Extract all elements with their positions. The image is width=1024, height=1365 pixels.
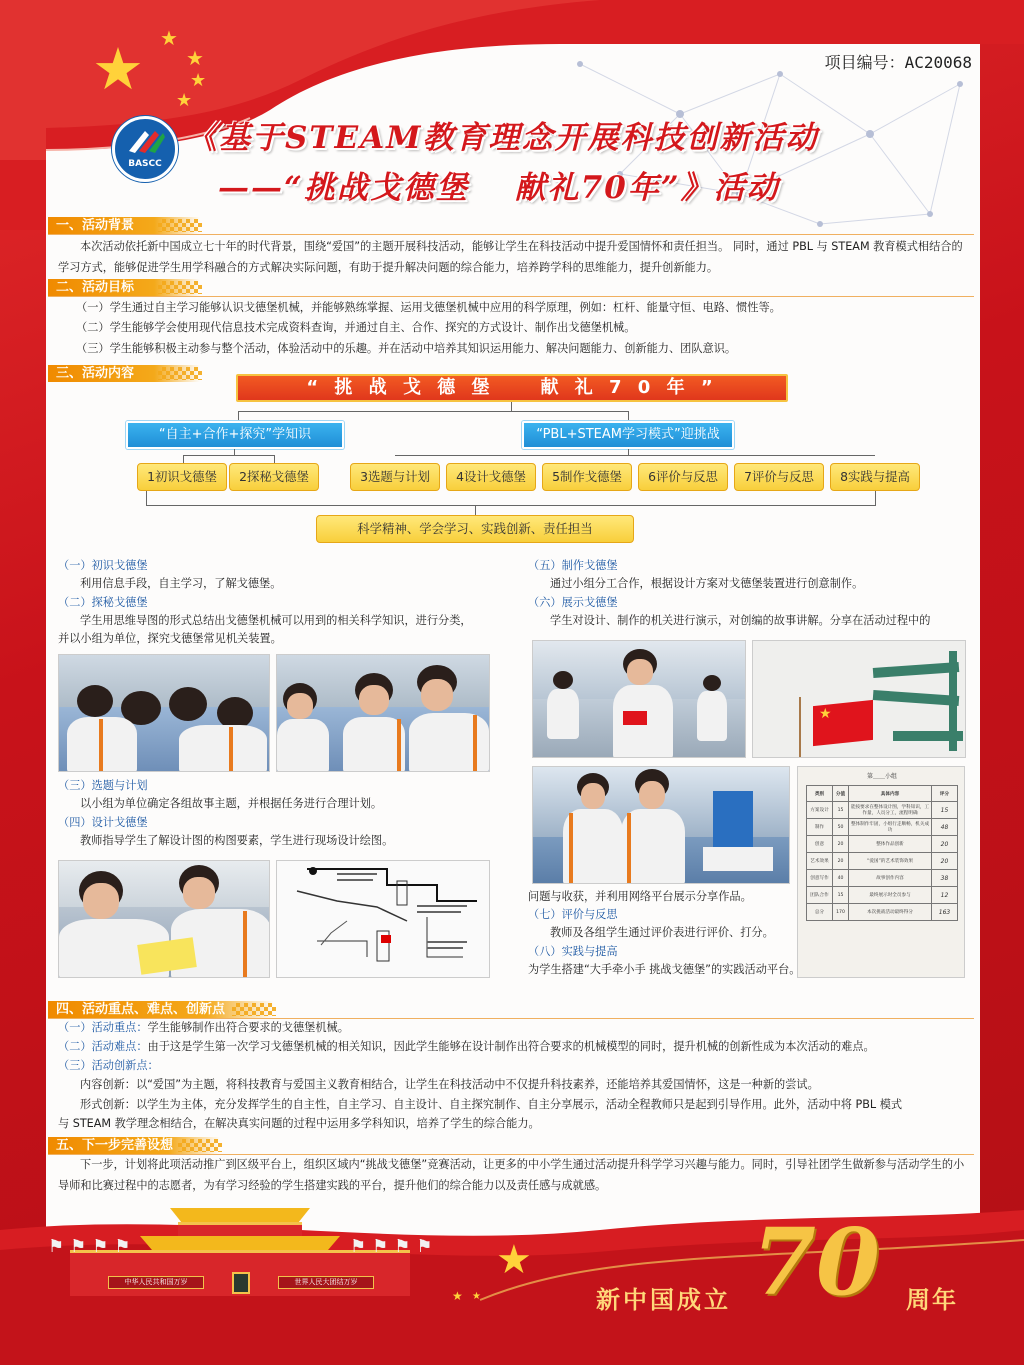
body-text: 利用信息手段，自主学习，了解戈德堡。 bbox=[80, 577, 282, 590]
body-text: 以小组为单位确定各组故事主题，并根据任务进行合理计划。 bbox=[80, 797, 383, 810]
student-figure bbox=[277, 719, 329, 772]
logo-text: BASCC bbox=[128, 159, 162, 169]
table-cell: “爱国”的艺术装饰效果 bbox=[849, 853, 932, 870]
small-star-icon: ★ bbox=[186, 46, 204, 70]
small-star-icon: ★ bbox=[452, 1289, 463, 1303]
student-figure bbox=[243, 911, 247, 978]
student-figure bbox=[229, 727, 233, 772]
flow-connector bbox=[238, 411, 239, 421]
student-figure bbox=[343, 717, 405, 772]
photo-students-exploring bbox=[58, 654, 270, 772]
flow-step-4: 4设计戈德堡 bbox=[446, 463, 536, 491]
body-text: 为学生搭建“大手牵小手 挑战戈德堡”的实践活动平台。 bbox=[528, 963, 801, 976]
section-divider bbox=[48, 1018, 974, 1019]
poster-title-line1: 《基于STEAM教育理念开展科技创新活动 bbox=[186, 120, 819, 156]
device-track bbox=[949, 651, 957, 751]
score-header: 分值 bbox=[833, 786, 849, 802]
flow-step-2: 2探秘戈德堡 bbox=[229, 463, 319, 491]
anniversary-suffix: 周年 bbox=[906, 1285, 958, 1314]
photo-goldberg-device bbox=[752, 640, 966, 758]
student-figure bbox=[697, 691, 727, 741]
table-cell: 创意写作 bbox=[807, 870, 833, 887]
photo-classroom-making bbox=[532, 640, 746, 758]
subheading-practice: （八）实践与提高 bbox=[528, 945, 618, 958]
display-board bbox=[713, 791, 753, 851]
section-heading-next-steps: 五、下一步完善设想 bbox=[48, 1137, 220, 1154]
small-star-icon: ★ bbox=[160, 26, 178, 50]
score-sheet-title: 第＿＿小组 bbox=[866, 773, 897, 780]
section-divider bbox=[48, 296, 974, 297]
flow-connector bbox=[146, 505, 876, 506]
score-header: 评分 bbox=[932, 786, 958, 802]
flag-star-icon: ★ bbox=[819, 706, 832, 722]
innovation-content: 内容创新：以“爱国”为主题，将科技教育与爱国主义教育相结合，让学生在科技活动中不仅提升科技素养，还能培养其爱国情怀，这是一种新的尝试。 bbox=[80, 1078, 819, 1091]
table-row bbox=[807, 887, 958, 904]
table-cell: 48 bbox=[932, 819, 958, 836]
difficulty-text: 由于这是学生第一次学习戈德堡机械的相关知识，因此学生能够在设计制作出符合要求的机械模型的同时，提升机械的创新性成为本次活动的难点。 bbox=[147, 1040, 875, 1053]
student-figure bbox=[627, 813, 631, 883]
student-figure bbox=[703, 675, 721, 691]
student-figure bbox=[627, 659, 653, 685]
goal-item: （一）学生通过自主学习能够认识戈德堡机械，并能够熟练掌握、运用戈德堡机械中应用的科学原理，例如：杠杆、能量守恒、电路、惯性等。 bbox=[76, 301, 781, 314]
flow-step-3: 3选题与计划 bbox=[350, 463, 440, 491]
photo-design-drawing bbox=[276, 860, 490, 978]
flag-row-icon: ⚑⚑⚑⚑ bbox=[350, 1236, 439, 1257]
table-cell: 团队合作 bbox=[807, 887, 833, 904]
table-cell: 163 bbox=[932, 904, 958, 921]
table-cell: 15 bbox=[932, 802, 958, 819]
flow-bottom-box: 科学精神、学会学习、实践创新、责任担当 bbox=[316, 515, 634, 543]
subheading-design: （四）设计戈德堡 bbox=[58, 816, 148, 829]
subheading-show: （六）展示戈德堡 bbox=[528, 596, 618, 609]
table-cell: 15 bbox=[833, 887, 849, 904]
flow-connector bbox=[475, 505, 476, 515]
table-cell: 整体作品创新 bbox=[849, 836, 932, 853]
table-cell: 170 bbox=[833, 904, 849, 921]
innovation-form-cont: 与 STEAM 教学理念相结合，在解决真实问题的过程中运用多学科知识，培养了学生的综合能力。 bbox=[58, 1117, 540, 1130]
tiananmen-icon bbox=[178, 1222, 302, 1236]
small-star-icon: ★ bbox=[190, 70, 207, 91]
portrait-icon bbox=[232, 1272, 250, 1294]
table-cell: 20 bbox=[833, 853, 849, 870]
photo-students-drawing bbox=[58, 860, 270, 978]
flow-connector bbox=[183, 455, 275, 456]
student-figure bbox=[473, 715, 477, 772]
flow-step-5: 5制作戈德堡 bbox=[542, 463, 632, 491]
section-divider bbox=[48, 234, 974, 235]
subheading-evaluate: （七）评价与反思 bbox=[528, 908, 618, 921]
flow-left-branch: “自主+合作+探究”学知识 bbox=[126, 421, 344, 449]
section-heading-content: 三、活动内容 bbox=[48, 365, 200, 382]
difficulty-row bbox=[58, 1039, 875, 1055]
score-table bbox=[806, 785, 958, 921]
flow-step-6: 6评价与反思 bbox=[638, 463, 728, 491]
table-row bbox=[807, 853, 958, 870]
student-figure bbox=[99, 719, 103, 772]
key-point-text: 学生能够制作出符合要求的戈德堡机械。 bbox=[147, 1021, 349, 1034]
table-row bbox=[807, 870, 958, 887]
flow-main-box: “ 挑 战 戈 德 堡 献 礼 7 0 年 ” bbox=[236, 374, 788, 402]
project-number: 项目编号：AC20068 bbox=[824, 53, 972, 72]
tiananmen-icon bbox=[140, 1236, 340, 1250]
table-cell: 50 bbox=[833, 819, 849, 836]
innovation-form: 形式创新：以学生为主体，充分发挥学生的自主性，自主学习、自主设计、自主探究制作、自主分享展示，活动全程教师只是起到引导作用。此外，活动中将 PBL 模式 bbox=[80, 1098, 903, 1111]
subheading-make: （五）制作戈德堡 bbox=[528, 559, 618, 572]
flag-pole bbox=[799, 697, 801, 757]
flow-step-7: 7评价与反思 bbox=[734, 463, 824, 491]
display-table bbox=[703, 847, 773, 871]
slogan-right: 世界人民大团结万岁 bbox=[278, 1276, 374, 1289]
logo-mark-icon bbox=[125, 127, 167, 155]
china-flag-icon bbox=[623, 711, 647, 725]
poster-title-line2: ——“挑战戈德堡 献礼70年”》活动 bbox=[218, 170, 780, 206]
subheading-explore: （二）探秘戈德堡 bbox=[58, 596, 148, 609]
table-cell: 故事创作内容 bbox=[849, 870, 932, 887]
table-cell: 艺术效果 bbox=[807, 853, 833, 870]
flow-connector bbox=[628, 411, 629, 421]
student-figure bbox=[287, 693, 313, 719]
flow-connector bbox=[146, 491, 147, 505]
table-cell: 20 bbox=[932, 853, 958, 870]
table-row bbox=[807, 802, 958, 819]
student-figure bbox=[569, 813, 573, 883]
tiananmen-icon bbox=[170, 1208, 310, 1222]
body-text: 教师及各组学生通过评价表进行评价、打分。 bbox=[550, 926, 774, 939]
flow-right-branch: “PBL+STEAM学习模式”迎挑战 bbox=[522, 421, 734, 449]
table-cell: 20 bbox=[932, 836, 958, 853]
flow-connector bbox=[395, 455, 875, 456]
student-figure bbox=[553, 671, 573, 689]
student-figure bbox=[83, 883, 119, 919]
table-row bbox=[807, 836, 958, 853]
goal-item: （二）学生能够学会使用现代信息技术完成资料查询，并通过自主、合作、探究的方式设计、制作出戈德堡机械。 bbox=[76, 321, 636, 334]
flow-connector bbox=[183, 455, 184, 463]
subheading-know: （一）初识戈德堡 bbox=[58, 559, 148, 572]
flow-connector bbox=[238, 411, 628, 412]
flow-connector bbox=[875, 491, 876, 505]
table-cell: 本次挑战活动最终得分 bbox=[849, 904, 932, 921]
table-cell: 20 bbox=[833, 836, 849, 853]
big-star-icon: ★ bbox=[92, 35, 144, 103]
innovation-label: （三）活动创新点： bbox=[58, 1059, 159, 1072]
anniversary-70: 70 bbox=[752, 1208, 881, 1316]
table-cell: 制作 bbox=[807, 819, 833, 836]
student-figure bbox=[183, 877, 215, 909]
student-figure bbox=[547, 689, 579, 739]
device-track bbox=[873, 690, 959, 706]
anniversary-prefix: 新中国成立 bbox=[596, 1285, 731, 1314]
innovation-row bbox=[58, 1058, 159, 1074]
difficulty-label: （二）活动难点： bbox=[58, 1040, 148, 1053]
body-text: 教师指导学生了解设计图的构图要素，学生进行现场设计绘图。 bbox=[80, 834, 394, 847]
goal-item: （三）学生能够积极主动参与整个活动，体验活动中的乐趣。并在活动中培养其知识运用能力、解决问题能力、创新能力、团队意识。 bbox=[76, 342, 737, 355]
flow-step-8: 8实践与提高 bbox=[830, 463, 920, 491]
table-cell: 12 bbox=[932, 887, 958, 904]
photo-presentation bbox=[532, 766, 790, 884]
table-cell: 方案设计 bbox=[807, 802, 833, 819]
student-figure bbox=[359, 685, 389, 715]
small-star-icon: ★ bbox=[176, 90, 193, 111]
body-text: 通过小组分工合作，根据设计方案对戈德堡装置进行创意制作。 bbox=[550, 577, 864, 590]
slogan-left: 中华人民共和国万岁 bbox=[108, 1276, 204, 1289]
student-figure bbox=[581, 783, 605, 809]
table-row bbox=[807, 819, 958, 836]
section-heading-goals: 二、活动目标 bbox=[48, 279, 200, 296]
design-sketch-icon bbox=[277, 861, 490, 978]
table-cell: 15 bbox=[833, 802, 849, 819]
student-figure bbox=[421, 679, 453, 711]
flag-row-icon: ⚑⚑⚑⚑ bbox=[48, 1236, 137, 1257]
flow-connector bbox=[274, 455, 275, 463]
section-heading-background: 一、活动背景 bbox=[48, 217, 200, 234]
table-row bbox=[807, 904, 958, 921]
key-point-row bbox=[58, 1020, 349, 1036]
student-figure bbox=[397, 719, 401, 772]
body-text: 并以小组为单位，探究戈德堡常见机关装置。 bbox=[58, 632, 282, 645]
device-track bbox=[873, 662, 959, 678]
table-cell: 能按要求在整体设计图，学科知识，工作量，人员分工，流程明确 bbox=[849, 802, 932, 819]
student-figure bbox=[77, 685, 113, 717]
body-text: 问题与收获，并利用网络平台展示分享作品。 bbox=[528, 890, 752, 903]
body-text: 学生对设计、制作的机关进行演示，对创编的故事讲解。分享在活动过程中的 bbox=[550, 614, 931, 627]
table-cell: 整体制作牢固，小组行走顺畅，机关成功 bbox=[849, 819, 932, 836]
table-cell: 创意 bbox=[807, 836, 833, 853]
body-text: 学生用思维导图的形式总结出戈德堡机械可以用到的相关科学知识，进行分类， bbox=[80, 614, 472, 627]
evaluation-score-sheet bbox=[797, 766, 965, 978]
next-steps-paragraph: 下一步，计划将此项活动推广到区级平台上，组织区域内“挑战戈德堡”竞赛活动，让更多的中小学生通过活动提升科学学习兴趣与能力。同时，引导社团学生做新参与活动学生的小导师和比赛过程中的志愿者，为有学习经验的学生搭建实践的平台，提升他们的综合能力以及责任感与成就感。 bbox=[58, 1158, 965, 1192]
student-figure bbox=[639, 781, 665, 809]
score-header: 类别 bbox=[807, 786, 833, 802]
subheading-plan: （三）选题与计划 bbox=[58, 779, 148, 792]
key-point-label: （一）活动重点： bbox=[58, 1021, 148, 1034]
student-figure bbox=[409, 713, 489, 772]
small-star-icon: ★ bbox=[472, 1291, 481, 1302]
student-figure bbox=[169, 687, 207, 721]
photo-students-discussing bbox=[276, 654, 490, 772]
flow-step-1: 1初识戈德堡 bbox=[137, 463, 227, 491]
section-heading-key-points: 四、活动重点、难点、创新点 bbox=[48, 1001, 274, 1018]
background-paragraph: 本次活动依托新中国成立七十年的时代背景，围绕“爱国”的主题开展科技活动，能够让学生在科技活动中提升爱国情怀和责任担当。 同时，通过 PBL 与 STEAM 教育模式相结合的学习方式，能够促进学生用学科融合的方式解决实际问题，有助于提升解决问题的综合能力，培养跨学科的思维能力，提升创新能力。 bbox=[58, 240, 963, 274]
table-cell: 40 bbox=[833, 870, 849, 887]
table-cell: 最终展示时全员参与 bbox=[849, 887, 932, 904]
school-logo bbox=[112, 116, 178, 182]
gold-star-icon: ★ bbox=[496, 1237, 532, 1283]
student-figure bbox=[179, 725, 267, 772]
table-cell: 38 bbox=[932, 870, 958, 887]
table-cell: 总分 bbox=[807, 904, 833, 921]
score-header: 具体内容 bbox=[849, 786, 932, 802]
